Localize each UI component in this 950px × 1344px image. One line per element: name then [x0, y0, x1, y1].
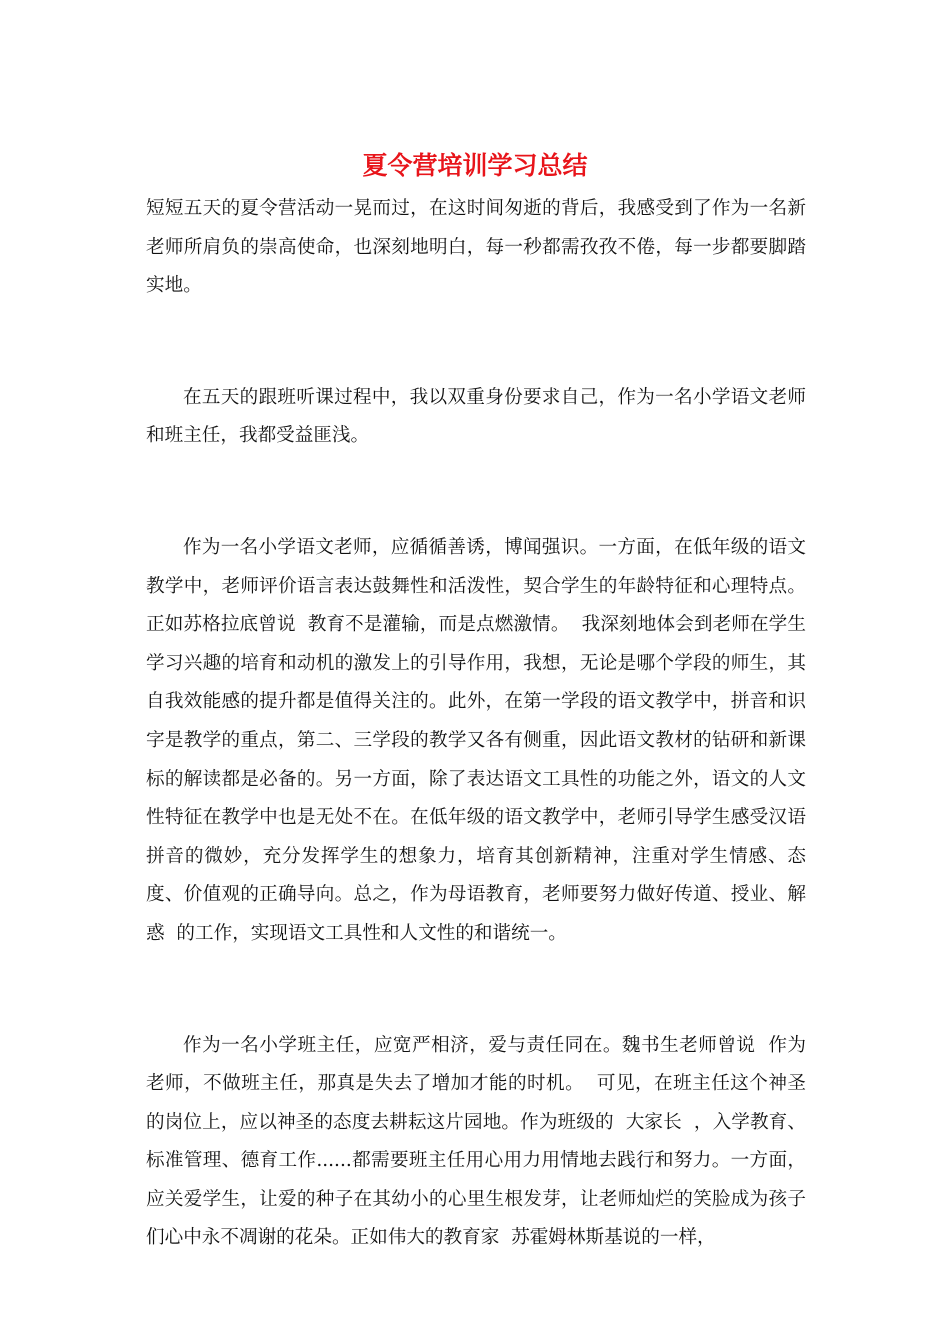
paragraph-gap	[146, 954, 806, 1027]
paragraph-class-teacher: 作为一名小学班主任，应宽严相济，爱与责任同在。魏书生老师曾说 作为老师，不做班主任，那真是失去了增加才能的时机。 可见，在班主任这个神圣的岗位上，应以神圣的态度去耕耘这片园地。作为班级的 大家长 ，入学教育、标准管理、德育工作......都需要班主任用心用力用情地去践行和努力。一方面，应关爱学生，让爱的种子在其幼小的心里生根发芽，让老师灿烂的笑脸成为孩子们心中永不凋谢的花朵。正如伟大的教育家 苏霍姆林斯基说的一样，	[146, 1034, 806, 1249]
paragraph-gap	[146, 456, 806, 529]
paragraph-intro: 短短五天的夏令营活动一晃而过，在这时间匆逝的背后，我感受到了作为一名新老师所肩负的崇高使命，也深刻地明白，每一秒都需孜孜不倦，每一步都要脚踏实地。	[146, 198, 806, 297]
paragraph-gap	[146, 306, 806, 379]
paragraph-chinese-teacher: 作为一名小学语文老师，应循循善诱，博闻强识。一方面，在低年级的语文教学中，老师评价语言表达鼓舞性和活泼性，契合学生的年龄特征和心理特点。正如苏格拉底曾说 教育不是灌输，而是点燃激情。 我深刻地体会到老师在学生学习兴趣的培育和动机的激发上的引导作用，我想，无论是哪个学段的师生，其自我效能感的提升都是值得关注的。此外，在第一学段的语文教学中，拼音和识字是教学的重点，第二、三学段的教学又各有侧重，因此语文教材的钻研和新课标的解读都是必备的。另一方面，除了表达语文工具性的功能之外，语文的人文性特征在教学中也是无处不在。在低年级的语文教学中，老师引导学生感受汉语拼音的微妙，充分发挥学生的想象力，培育其创新精神，注重对学生情感、态度、价值观的正确导向。总之，作为母语教育，老师要努力做好传道、授业、解惑 的工作，实现语文工具性和人文性的和谐统一。	[146, 536, 806, 944]
paragraph-dual-role: 在五天的跟班听课过程中，我以双重身份要求自己，作为一名小学语文老师和班主任，我都受益匪浅。	[146, 386, 806, 447]
document-body	[146, 190, 806, 1258]
document-title: 夏令营培训学习总结	[362, 151, 588, 180]
